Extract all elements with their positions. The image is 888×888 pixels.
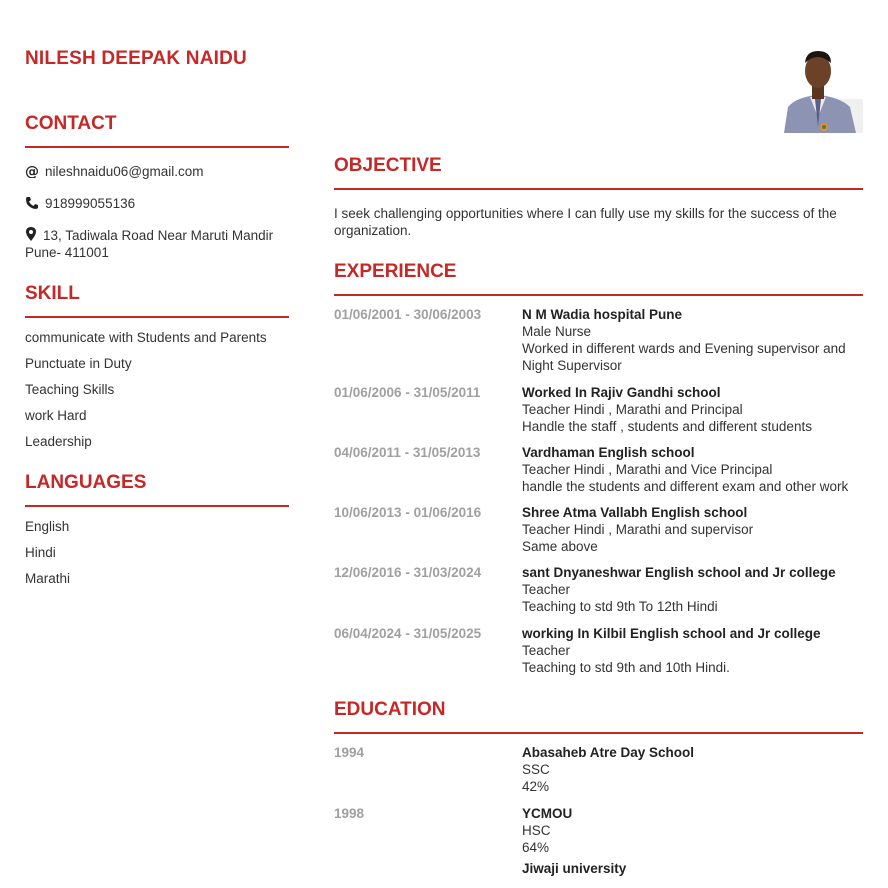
skill-divider: [25, 316, 289, 318]
experience-entry: [334, 306, 863, 374]
contact-section: [25, 112, 289, 261]
education-heading: EDUCATION: [334, 699, 446, 720]
svg-text:@: @: [25, 164, 39, 178]
experience-dates: 01/06/2006 - 31/05/2011: [334, 385, 481, 400]
experience-dates: 12/06/2016 - 31/03/2024: [334, 565, 482, 580]
email-text: nileshnaidu06@gmail.com: [45, 164, 204, 179]
education-year: 1994: [334, 745, 365, 760]
education-qual: HSC: [522, 823, 551, 838]
objective-text: I seek challenging opportunities where I can fully use my skills for the success of the organization.: [334, 206, 837, 238]
experience-org: working In Kilbil English school and Jr college: [522, 626, 821, 641]
experience-role: Teacher: [522, 643, 571, 658]
experience-entry: [334, 384, 863, 435]
experience-org: Worked In Rajiv Gandhi school: [522, 385, 721, 400]
experience-dates: 06/04/2024 - 31/05/2025: [334, 626, 482, 641]
experience-desc: Same above: [522, 539, 598, 554]
education-entry: [334, 860, 863, 877]
experience-entry: [334, 564, 863, 615]
language-item: Hindi: [25, 545, 56, 560]
experience-dates: 10/06/2013 - 01/06/2016: [334, 505, 482, 520]
experience-role: Teacher Hindi , Marathi and supervisor: [522, 522, 754, 537]
experience-heading: EXPERIENCE: [334, 261, 457, 282]
experience-org: Vardhaman English school: [522, 445, 695, 460]
experience-desc: Teaching to std 9th To 12th Hindi: [522, 599, 718, 614]
education-entry: [334, 744, 863, 795]
experience-entry: [334, 625, 863, 676]
objective-heading: OBJECTIVE: [334, 155, 442, 176]
skill-item: Punctuate in Duty: [25, 356, 132, 371]
skill-item: communicate with Students and Parents: [25, 330, 267, 345]
right-column: [334, 154, 863, 877]
experience-role: Teacher Hindi , Marathi and Principal: [522, 402, 743, 417]
education-year: [334, 860, 522, 877]
objective-section: [334, 154, 863, 239]
address-text: 13, Tadiwala Road Near Maruti Mandir Pune- 411001: [25, 228, 274, 260]
language-item: Marathi: [25, 571, 71, 586]
resume-name: NILESH DEEPAK NAIDU: [25, 48, 247, 69]
contact-address: [25, 227, 289, 261]
experience-entry: [334, 504, 863, 555]
skill-item: Teaching Skills: [25, 382, 115, 397]
experience-desc: handle the students and different exam and other work: [522, 479, 849, 494]
left-column: [25, 112, 289, 587]
profile-photo: [774, 47, 863, 133]
education-entry: [334, 805, 863, 856]
education-org: Jiwaji university: [522, 861, 627, 876]
skill-item: Leadership: [25, 434, 92, 449]
experience-desc: Teaching to std 9th and 10th Hindi.: [522, 660, 730, 675]
education-divider: [334, 732, 863, 734]
skill-section: [25, 282, 289, 450]
education-score: 42%: [522, 779, 550, 794]
experience-org: sant Dnyaneshwar English school and Jr college: [522, 565, 836, 580]
education-section: [334, 698, 863, 877]
at-icon: [25, 164, 39, 178]
experience-role: Male Nurse: [522, 324, 592, 339]
contact-email[interactable]: [25, 163, 289, 180]
skill-item: work Hard: [25, 408, 87, 423]
languages-section: [25, 471, 289, 587]
education-score: 64%: [522, 840, 550, 855]
education-qual: SSC: [522, 762, 550, 777]
skill-heading: SKILL: [25, 283, 80, 304]
experience-entry: [334, 444, 863, 495]
map-marker-icon: [25, 227, 39, 241]
experience-dates: 01/06/2001 - 30/06/2003: [334, 307, 482, 322]
skill-list: [25, 329, 289, 450]
contact-phone[interactable]: [25, 195, 289, 212]
experience-org: Shree Atma Vallabh English school: [522, 505, 748, 520]
contact-heading: CONTACT: [25, 113, 117, 134]
phone-text: 918999055136: [45, 196, 136, 211]
objective-divider: [334, 188, 863, 190]
language-item: English: [25, 519, 70, 534]
experience-role: Teacher: [522, 582, 571, 597]
education-org: Abasaheb Atre Day School: [522, 745, 695, 760]
experience-desc: Worked in different wards and Evening supervisor and Night Supervisor: [522, 341, 846, 373]
experience-divider: [334, 294, 863, 296]
languages-heading: LANGUAGES: [25, 472, 147, 493]
experience-role: Teacher Hindi , Marathi and Vice Principal: [522, 462, 773, 477]
experience-dates: 04/06/2011 - 31/05/2013: [334, 445, 481, 460]
experience-section: [334, 260, 863, 676]
languages-list: [25, 518, 289, 587]
experience-desc: Handle the staff , students and different students: [522, 419, 812, 434]
phone-icon: [25, 196, 39, 210]
experience-org: N M Wadia hospital Pune: [522, 307, 683, 322]
education-org: YCMOU: [522, 806, 573, 821]
education-year: 1998: [334, 806, 365, 821]
languages-divider: [25, 505, 289, 507]
